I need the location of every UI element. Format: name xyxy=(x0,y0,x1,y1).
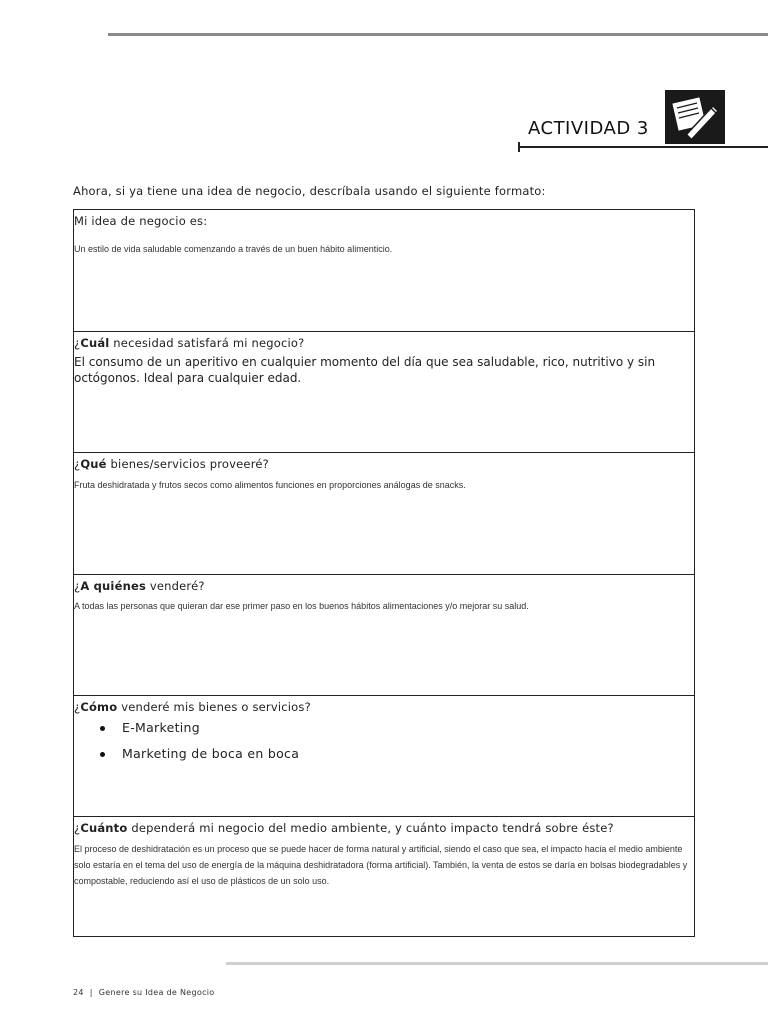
question-keyword: Qué xyxy=(80,457,107,471)
page-number: 24 xyxy=(73,988,84,997)
question-business-idea xyxy=(74,214,207,228)
question-text: bienes/servicios proveeré? xyxy=(106,457,269,471)
pencil-paper-icon xyxy=(665,90,725,144)
question-text: dependerá mi negocio del medio ambiente, y cuánto impacto tendrá sobre éste? xyxy=(127,821,614,835)
top-rule xyxy=(108,33,768,36)
question-text: Mi idea de negocio es: xyxy=(74,214,208,228)
activity-title: ACTIVIDAD 3 xyxy=(528,118,649,139)
question-customers: ¿A quiénes venderé? xyxy=(74,579,205,593)
question-text: venderé? xyxy=(146,579,205,593)
answer-business-idea: Un estilo de vida saludable comenzando a través de un buen hábito alimenticio. xyxy=(74,244,393,254)
answer-need: El consumo de un aperitivo en cualquier momento del día que sea saludable, rico, nutritivo y sin octógonos. Ideal para cualquier edad. xyxy=(74,355,656,385)
answer-environment: El proceso de deshidratación es un proceso que se puede hacer de forma natural y artificial, siendo el caso que sea, el impacto hacia el medio ambiente solo estaría en el tema del uso de energía de la máquina deshidratadora (forma artificial). También, la venta de estos se daría en bolsas biodegradables y compostable, reduciendo así el uso de plásticos de un solo uso. xyxy=(74,844,688,886)
footer-separator: | xyxy=(89,988,93,997)
question-how-sell: ¿Cómo venderé mis bienes o servicios? xyxy=(74,700,311,714)
question-keyword: Cuál xyxy=(80,336,110,350)
list-item: Marketing de boca en boca xyxy=(100,744,299,770)
business-idea-form xyxy=(73,209,695,937)
question-text: venderé mis bienes o servicios? xyxy=(117,700,311,714)
answer-how-sell-list xyxy=(100,718,299,770)
question-keyword: Cómo xyxy=(80,700,118,714)
title-underline xyxy=(518,146,768,148)
question-need: ¿Cuál necesidad satisfará mi negocio? xyxy=(74,336,305,350)
answer-goods: Fruta deshidratada y frutos secos como alimentos funciones en proporciones análogas de snacks. xyxy=(74,480,466,490)
list-item: E-Marketing xyxy=(100,718,299,744)
page-footer xyxy=(73,988,215,997)
footer-title: Genere su Idea de Negocio xyxy=(98,988,215,997)
row-goods xyxy=(74,453,694,575)
row-business-idea xyxy=(74,210,694,332)
answer-customers: A todas las personas que quieran dar ese primer paso en los buenos hábitos alimentaciones y/o mejorar su salud. xyxy=(74,601,529,611)
question-keyword: A quiénes xyxy=(80,579,147,593)
intro-text: Ahora, si ya tiene una idea de negocio, descríbala usando el siguiente formato: xyxy=(73,184,546,198)
row-customers xyxy=(74,575,694,696)
question-text: necesidad satisfará mi negocio? xyxy=(109,336,305,350)
question-keyword: Cuánto xyxy=(80,821,128,835)
question-goods: ¿Qué bienes/servicios proveeré? xyxy=(74,457,269,471)
row-how-sell xyxy=(74,696,694,817)
row-environment xyxy=(74,817,694,937)
bottom-rule xyxy=(226,962,768,965)
question-environment: ¿Cuánto dependerá mi negocio del medio ambiente, y cuánto impacto tendrá sobre éste? xyxy=(74,821,614,835)
row-need xyxy=(74,332,694,453)
